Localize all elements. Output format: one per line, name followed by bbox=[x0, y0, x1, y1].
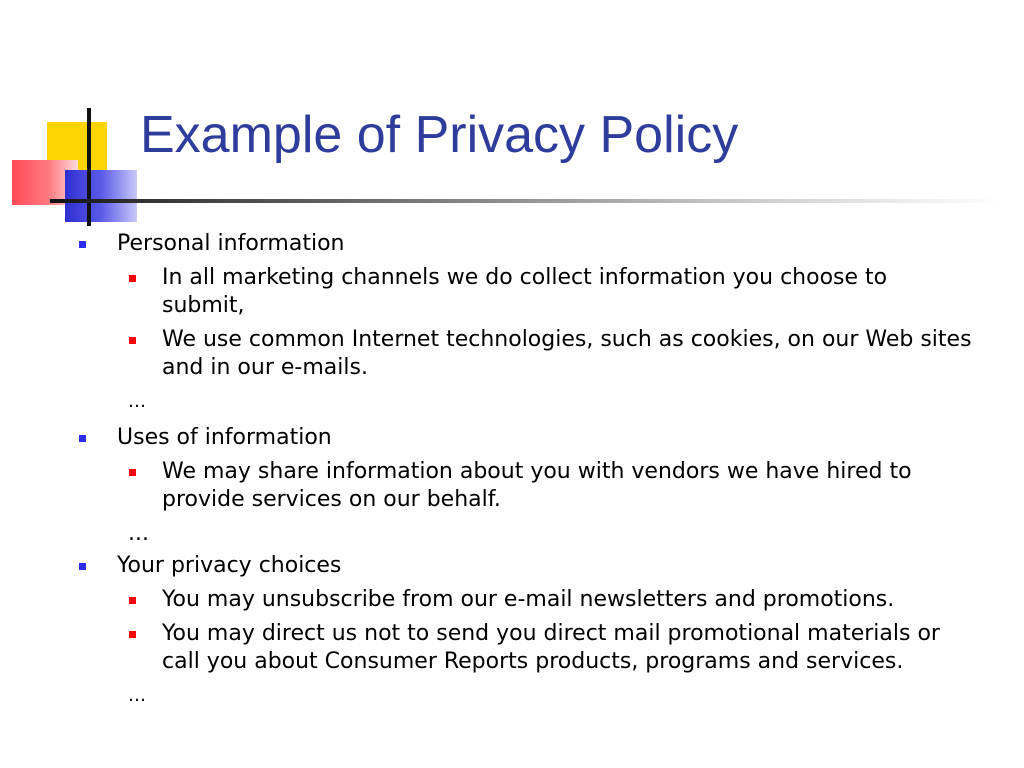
square-bullet-icon bbox=[129, 337, 136, 344]
section-heading bbox=[117, 552, 1024, 580]
title-underline bbox=[50, 199, 1000, 203]
continuation-ellipsis: … bbox=[128, 685, 146, 706]
continuation-ellipsis: … bbox=[128, 391, 146, 412]
square-bullet-icon bbox=[79, 241, 86, 248]
section-heading-text: Uses of information bbox=[117, 425, 332, 450]
list-item bbox=[162, 458, 972, 514]
list-item bbox=[162, 586, 972, 614]
list-item-text: We may share information about you with vendors we have hired to provide services on our behalf. bbox=[162, 459, 912, 512]
list-item bbox=[162, 264, 972, 320]
list-item bbox=[162, 620, 972, 676]
slide-title: Example of Privacy Policy bbox=[140, 106, 739, 164]
list-item-text: We use common Internet technologies, such as cookies, on our Web sites and in our e-mails. bbox=[162, 327, 972, 380]
logo-blue-square bbox=[65, 170, 137, 222]
section-heading bbox=[117, 230, 1024, 258]
list-item-text: In all marketing channels we do collect information you choose to submit, bbox=[162, 265, 888, 318]
section-heading-text: Personal information bbox=[117, 231, 345, 256]
continuation-ellipsis: ... bbox=[128, 521, 149, 546]
list-item-text: You may direct us not to send you direct mail promotional materials or call you about Consumer Reports products, programs and services. bbox=[162, 621, 940, 674]
section-heading-text: Your privacy choices bbox=[117, 553, 342, 578]
square-bullet-icon bbox=[129, 631, 136, 638]
square-bullet-icon bbox=[129, 275, 136, 282]
square-bullet-icon bbox=[129, 597, 136, 604]
slide-body bbox=[0, 230, 1024, 710]
list-item-text: You may unsubscribe from our e-mail newsletters and promotions. bbox=[162, 587, 895, 612]
section-heading bbox=[117, 424, 1024, 452]
square-bullet-icon bbox=[79, 563, 86, 570]
logo-vertical-line bbox=[87, 108, 91, 226]
square-bullet-icon bbox=[79, 435, 86, 442]
square-bullet-icon bbox=[129, 469, 136, 476]
list-item bbox=[162, 326, 972, 382]
